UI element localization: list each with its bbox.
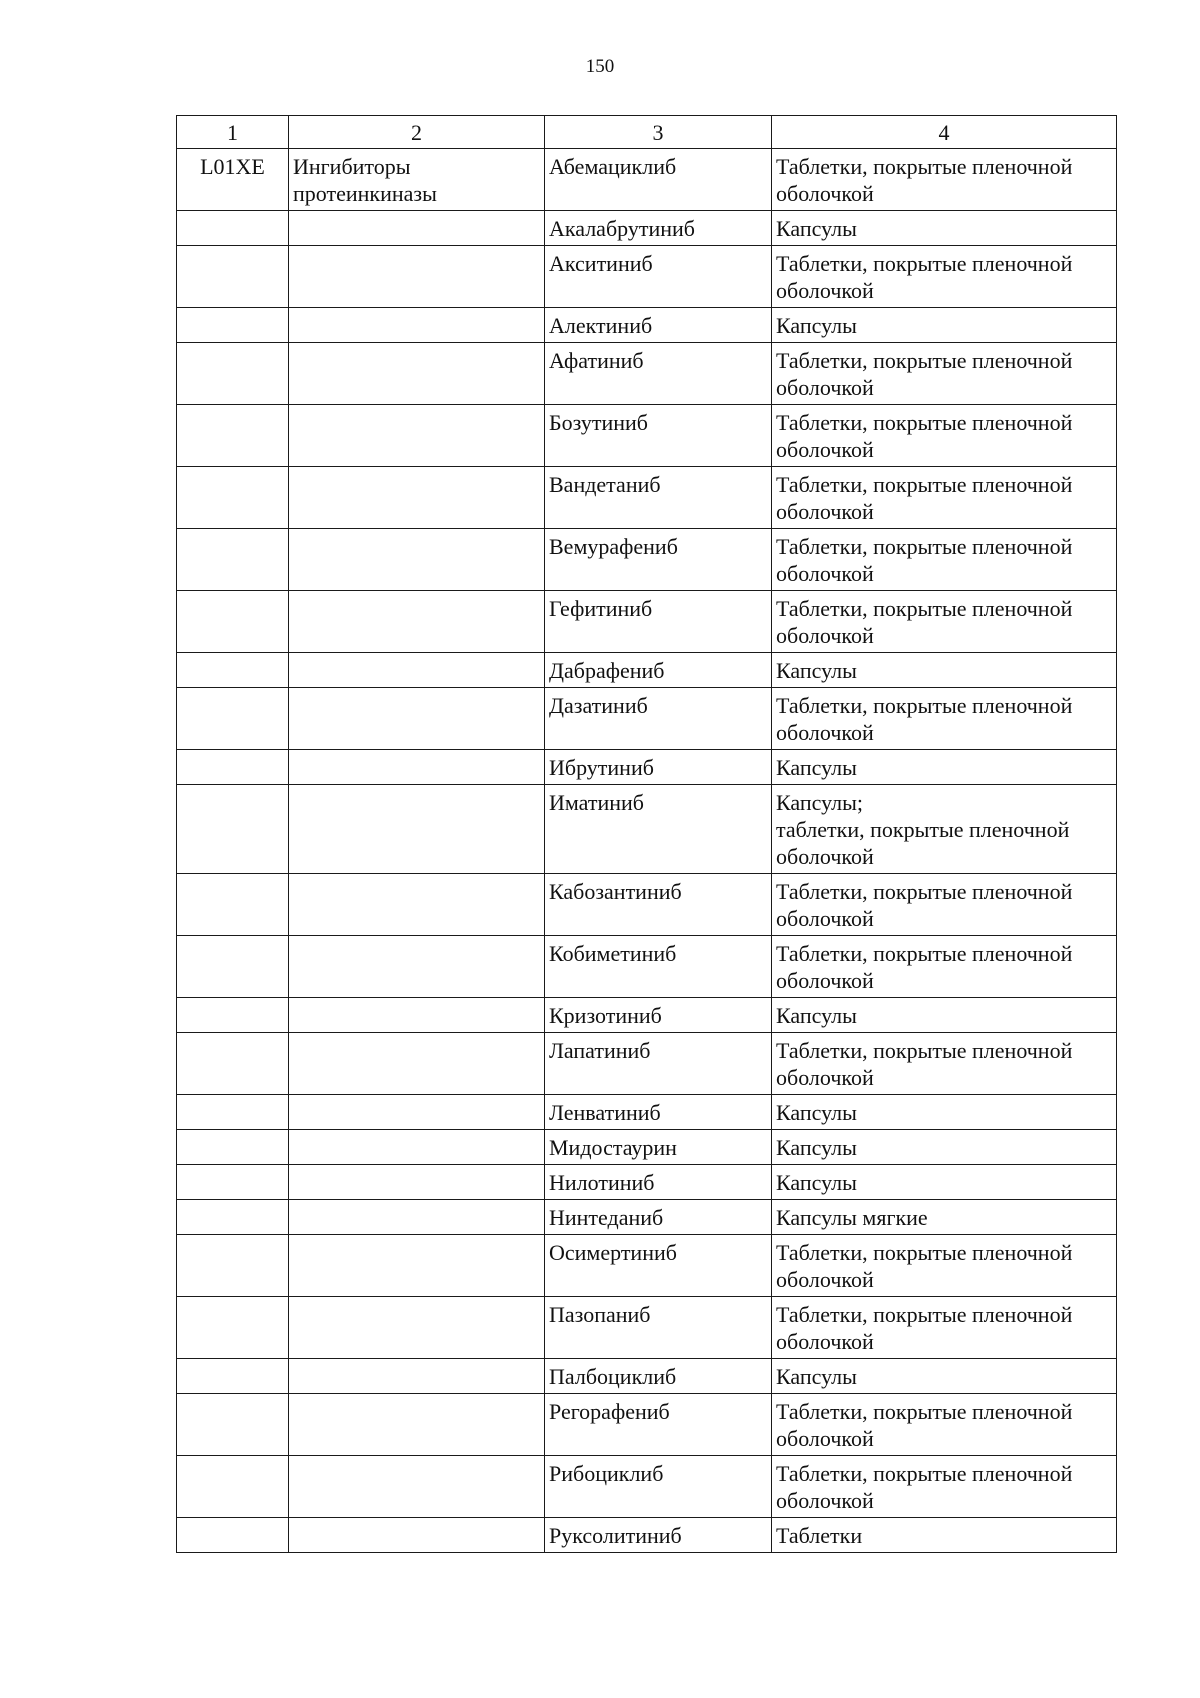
atc-code-cell [177,1235,289,1297]
atc-code-cell [177,1165,289,1200]
drug-name-cell: Вемурафениб [545,529,772,591]
dosage-form-cell: Таблетки, покрытые пленочной оболочкой [772,405,1117,467]
dosage-form-cell: Таблетки, покрытые пленочной оболочкой [772,246,1117,308]
drug-name-cell: Ленватиниб [545,1095,772,1130]
atc-code-cell [177,1095,289,1130]
drug-name-cell: Нинтеданиб [545,1200,772,1235]
drug-name-cell: Лапатиниб [545,1033,772,1095]
table-row [177,343,1117,405]
atc-code-cell [177,591,289,653]
atc-code-cell [177,785,289,874]
drug-name-cell: Руксолитиниб [545,1518,772,1553]
dosage-form-cell: Таблетки, покрытые пленочной оболочкой [772,529,1117,591]
table-row [177,653,1117,688]
table-row [177,785,1117,874]
drug-name-cell: Абемациклиб [545,149,772,211]
group-name-cell [289,1394,545,1456]
group-name-cell: Ингибиторы протеинкиназы [289,149,545,211]
drug-name-cell: Дабрафениб [545,653,772,688]
drug-name-cell: Нилотиниб [545,1165,772,1200]
dosage-form-cell: Таблетки, покрытые пленочной оболочкой [772,874,1117,936]
group-name-cell [289,998,545,1033]
table-row [177,998,1117,1033]
dosage-form-cell: Таблетки [772,1518,1117,1553]
dosage-form-cell: Капсулы [772,211,1117,246]
atc-code-cell [177,998,289,1033]
group-name-cell [289,653,545,688]
drug-name-cell: Афатиниб [545,343,772,405]
table-row [177,591,1117,653]
dosage-form-cell: Капсулы [772,1359,1117,1394]
atc-code-cell [177,1033,289,1095]
atc-code-cell [177,467,289,529]
dosage-form-cell: Таблетки, покрытые пленочной оболочкой [772,149,1117,211]
table-row [177,874,1117,936]
drug-name-cell: Мидостаурин [545,1130,772,1165]
table-header-row [177,116,1117,149]
table-row [177,1297,1117,1359]
atc-code-cell [177,750,289,785]
drug-name-cell: Вандетаниб [545,467,772,529]
dosage-form-cell: Капсулы; таблетки, покрытые пленочной оболочкой [772,785,1117,874]
dosage-form-cell: Таблетки, покрытые пленочной оболочкой [772,936,1117,998]
atc-code-cell [177,246,289,308]
group-name-cell [289,467,545,529]
group-name-cell [289,1095,545,1130]
table-row [177,1394,1117,1456]
table-row [177,1095,1117,1130]
group-name-cell [289,529,545,591]
table-row [177,149,1117,211]
atc-code-cell [177,1359,289,1394]
drug-name-cell: Регорафениб [545,1394,772,1456]
drug-table [176,115,1117,1553]
atc-code-cell [177,211,289,246]
table-row [177,1165,1117,1200]
atc-code-cell [177,874,289,936]
atc-code-cell [177,529,289,591]
table-row [177,211,1117,246]
dosage-form-cell: Таблетки, покрытые пленочной оболочкой [772,1394,1117,1456]
table-row [177,1130,1117,1165]
dosage-form-cell: Капсулы [772,1095,1117,1130]
column-header-3: 3 [545,116,772,149]
drug-name-cell: Алектиниб [545,308,772,343]
drug-name-cell: Дазатиниб [545,688,772,750]
table-row [177,750,1117,785]
drug-name-cell: Кризотиниб [545,998,772,1033]
drug-name-cell: Пазопаниб [545,1297,772,1359]
group-name-cell [289,936,545,998]
group-name-cell [289,1359,545,1394]
atc-code-cell [177,653,289,688]
dosage-form-cell: Таблетки, покрытые пленочной оболочкой [772,343,1117,405]
dosage-form-cell: Таблетки, покрытые пленочной оболочкой [772,591,1117,653]
atc-code-cell [177,688,289,750]
dosage-form-cell: Капсулы [772,1165,1117,1200]
group-name-cell [289,211,545,246]
atc-code-cell [177,1394,289,1456]
group-name-cell [289,1130,545,1165]
group-name-cell [289,1033,545,1095]
dosage-form-cell: Капсулы [772,308,1117,343]
table-row [177,529,1117,591]
dosage-form-cell: Таблетки, покрытые пленочной оболочкой [772,1297,1117,1359]
atc-code-cell [177,308,289,343]
dosage-form-cell: Капсулы [772,653,1117,688]
table-row [177,467,1117,529]
dosage-form-cell: Капсулы [772,750,1117,785]
group-name-cell [289,405,545,467]
drug-name-cell: Акалабрутиниб [545,211,772,246]
drug-name-cell: Ибрутиниб [545,750,772,785]
column-header-2: 2 [289,116,545,149]
group-name-cell [289,246,545,308]
group-name-cell [289,1297,545,1359]
page-number: 150 [585,56,615,77]
atc-code-cell [177,1456,289,1518]
group-name-cell [289,1235,545,1297]
table-row [177,1456,1117,1518]
atc-code-cell [177,343,289,405]
atc-code-cell [177,1518,289,1553]
drug-name-cell: Иматиниб [545,785,772,874]
table-row [177,246,1117,308]
table-row [177,1033,1117,1095]
group-name-cell [289,1518,545,1553]
table-row [177,405,1117,467]
table-row [177,688,1117,750]
drug-name-cell: Гефитиниб [545,591,772,653]
atc-code-cell: L01XE [177,149,289,211]
dosage-form-cell: Таблетки, покрытые пленочной оболочкой [772,1235,1117,1297]
dosage-form-cell: Таблетки, покрытые пленочной оболочкой [772,1456,1117,1518]
group-name-cell [289,1200,545,1235]
atc-code-cell [177,405,289,467]
table-row [177,1359,1117,1394]
atc-code-cell [177,936,289,998]
drug-name-cell: Акситиниб [545,246,772,308]
group-name-cell [289,1456,545,1518]
table-row [177,308,1117,343]
table-row [177,936,1117,998]
group-name-cell [289,1165,545,1200]
dosage-form-cell: Капсулы [772,1130,1117,1165]
group-name-cell [289,591,545,653]
drug-name-cell: Кобиметиниб [545,936,772,998]
column-header-1: 1 [177,116,289,149]
dosage-form-cell: Таблетки, покрытые пленочной оболочкой [772,688,1117,750]
atc-code-cell [177,1130,289,1165]
column-header-4: 4 [772,116,1117,149]
drug-name-cell: Палбоциклиб [545,1359,772,1394]
table-row [177,1518,1117,1553]
group-name-cell [289,688,545,750]
dosage-form-cell: Капсулы мягкие [772,1200,1117,1235]
group-name-cell [289,308,545,343]
dosage-form-cell: Таблетки, покрытые пленочной оболочкой [772,1033,1117,1095]
atc-code-cell [177,1297,289,1359]
drug-name-cell: Кабозантиниб [545,874,772,936]
table-body [177,116,1117,1553]
table-row [177,1235,1117,1297]
atc-code-cell [177,1200,289,1235]
drug-name-cell: Рибоциклиб [545,1456,772,1518]
drug-name-cell: Бозутиниб [545,405,772,467]
group-name-cell [289,874,545,936]
group-name-cell [289,750,545,785]
group-name-cell [289,785,545,874]
drug-name-cell: Осимертиниб [545,1235,772,1297]
table-row [177,1200,1117,1235]
dosage-form-cell: Капсулы [772,998,1117,1033]
group-name-cell [289,343,545,405]
dosage-form-cell: Таблетки, покрытые пленочной оболочкой [772,467,1117,529]
